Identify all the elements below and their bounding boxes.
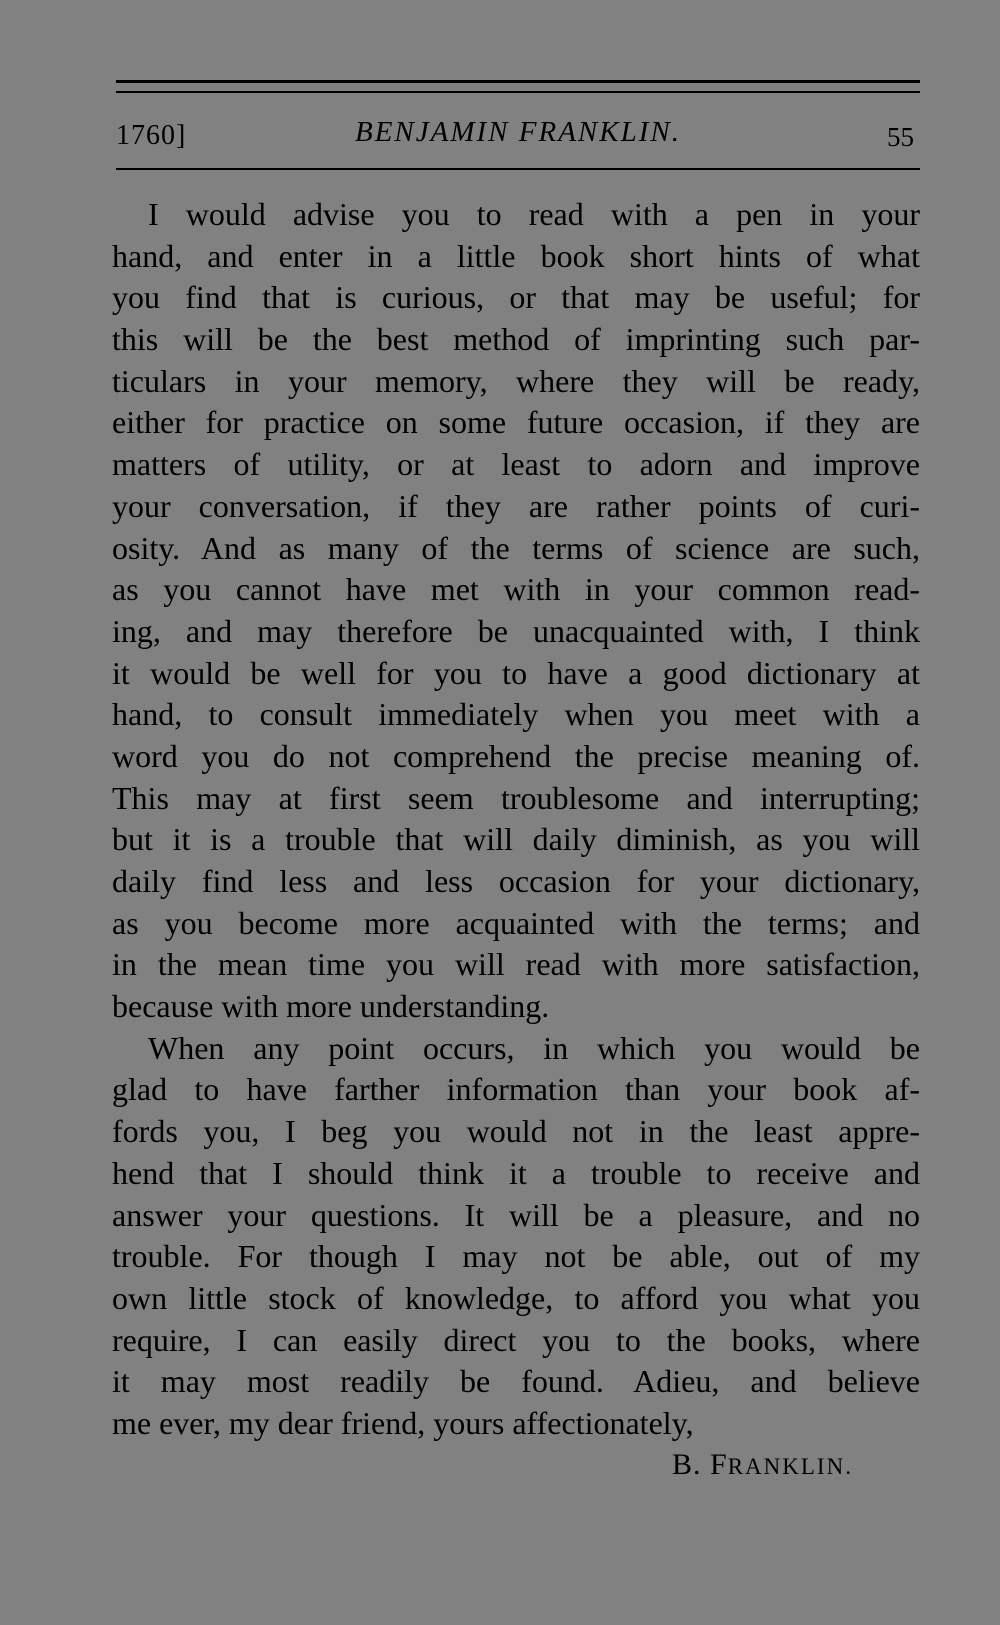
text-line: answer your questions. It will be a pleasure, and no (112, 1196, 920, 1233)
text-line: daily find less and less occasion for your dictionary, (112, 863, 920, 899)
text-line: it may most readily be found. Adieu, and believe (112, 1363, 920, 1400)
signature-surname: RANKLIN. (727, 1454, 853, 1479)
text-line: me ever, my dear friend, yours affectionately, (112, 1404, 694, 1441)
running-head (116, 116, 920, 156)
letter-body (112, 194, 920, 1445)
signature (672, 1448, 853, 1482)
text-line: it would be well for you to have a good dictionary at (112, 654, 920, 691)
text-line: ticulars in your memory, where they will be ready, (112, 362, 920, 399)
text-line: word you do not comprehend the precise meaning of. (112, 737, 920, 774)
header-rule (116, 168, 920, 170)
text-line: in the mean time you will read with more satisfaction, (112, 946, 920, 983)
text-line: When any point occurs, in which you would be (148, 1029, 920, 1066)
text-line: own little stock of knowledge, to afford you what you (112, 1279, 920, 1316)
top-rule-thick (116, 80, 920, 83)
text-line: ing, and may therefore be unacquainted with, I think (112, 612, 920, 649)
signature-initial: B. F (672, 1448, 728, 1481)
text-line: because with more understanding. (112, 988, 550, 1025)
running-head-title: BENJAMIN FRANKLIN. (355, 116, 681, 148)
text-line: hand, to consult immediately when you meet with a (112, 696, 920, 733)
text-line: this will be the best method of imprinting such par- (112, 321, 920, 358)
text-line: require, I can easily direct you to the books, where (112, 1321, 920, 1358)
text-line: your conversation, if they are rather points of curi- (112, 487, 920, 524)
paragraph (112, 1028, 920, 1445)
text-line: This may at first seem troublesome and interrupting; (112, 779, 920, 816)
page-number: 55 (887, 122, 914, 152)
text-line: either for practice on some future occasion, if they are (112, 404, 920, 441)
text-line: you find that is curious, or that may be useful; for (112, 279, 920, 316)
text-line: hand, and enter in a little book short hints of what (112, 237, 920, 274)
text-line: fords you, I beg you would not in the least appre- (112, 1113, 920, 1150)
text-line: but it is a trouble that will daily diminish, as you will (112, 821, 920, 858)
text-line: osity. And as many of the terms of science are such, (112, 529, 920, 566)
text-line: trouble. For though I may not be able, out of my (112, 1238, 920, 1275)
text-line: as you become more acquainted with the terms; and (112, 904, 920, 941)
text-line: hend that I should think it a trouble to receive and (112, 1154, 920, 1191)
text-line: I would advise you to read with a pen in your (148, 196, 920, 232)
running-head-year: 1760] (116, 120, 187, 151)
text-line: as you cannot have met with in your common read- (112, 571, 920, 608)
text-line: glad to have farther information than your book af- (112, 1071, 920, 1108)
top-rule-thin (116, 91, 920, 93)
paragraph (112, 194, 920, 1028)
text-line: matters of utility, or at least to adorn and improve (112, 446, 920, 483)
